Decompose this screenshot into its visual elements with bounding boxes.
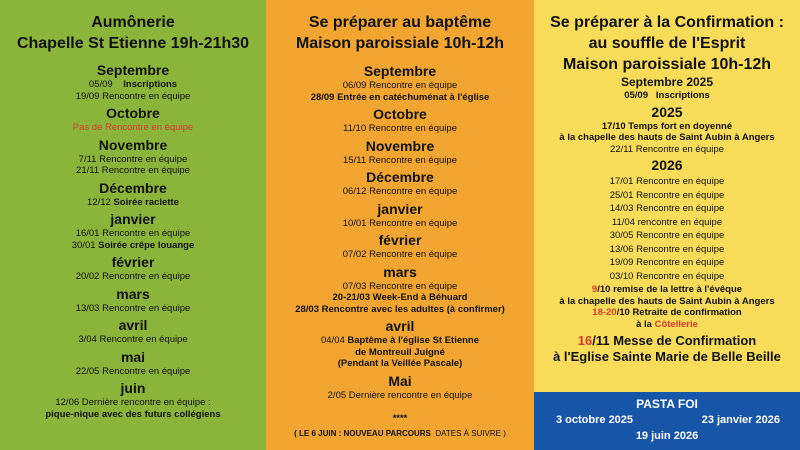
month-heading: mars <box>116 285 150 302</box>
event-line: 30/05 Rencontre en équipe <box>609 230 725 241</box>
month-heading: janvier <box>110 211 156 227</box>
month-heading: mai <box>120 348 146 365</box>
event-line: 17/01 Rencontre en équipe <box>609 176 725 187</box>
month-heading: Septembre <box>363 63 437 79</box>
confirmation-mass: 16/11 Messe de Confirmation <box>577 333 757 348</box>
month-heading: mars <box>383 263 417 280</box>
event-line: pique-nique avec des futurs collégiens <box>45 408 221 420</box>
event-line: 06/09 Rencontre en équipe <box>342 80 458 91</box>
event-line: 18-20/10 Retraite de confirmation <box>592 307 742 318</box>
event-line: 9/10 remise de la lettre à l'évêque <box>591 284 743 295</box>
bapteme-location: Maison paroissiale 10h-12h <box>295 35 505 52</box>
month-heading: Septembre 2025 <box>620 75 714 89</box>
pasta-foi-date: 23 janvier 2026 <box>701 414 780 426</box>
month-heading: Novembre <box>365 137 435 154</box>
event-line: 05/09 Inscriptions <box>88 79 178 90</box>
event-line: 03/10 Rencontre en équipe <box>609 270 725 282</box>
event-line: de Montreuil Juigné <box>355 346 445 358</box>
aumonerie-location: Chapelle St Etienne 19h-21h30 <box>16 35 250 52</box>
event-line: 12/12 Soirée raclette <box>87 196 179 208</box>
event-line: 17/10 Temps fort en doyenné <box>601 120 733 132</box>
event-line: à la chapelle des hauts de Saint Aubin à Angers <box>559 295 775 307</box>
event-line: à la Côtellerie <box>636 318 698 330</box>
event-line: 10/01 Rencontre en équipe <box>342 217 458 229</box>
bapteme-column <box>266 0 534 450</box>
year-heading: 2026 <box>651 157 683 173</box>
event-line: 07/03 Rencontre en équipe <box>342 280 458 292</box>
event-line: 22/11 Rencontre en équipe <box>610 143 724 155</box>
event-line: 19/09 Rencontre en équipe <box>75 90 191 102</box>
event-line: 25/01 Rencontre en équipe <box>609 189 725 201</box>
event-line: Pas de Rencontre en équipe <box>72 122 194 133</box>
event-line: 30/01 Soirée crêpe louange <box>71 239 195 251</box>
month-heading: février <box>111 254 155 270</box>
confirmation-mass-location: à l'Eglise Sainte Marie de Belle Beille <box>553 349 781 364</box>
pasta-foi-date: 3 octobre 2025 <box>556 414 634 426</box>
confirmation-title: Se préparer à la Confirmation : <box>550 14 784 31</box>
footnote: ( LE 6 JUIN : NOUVEAU PARCOURS DATES À SUIVRE ) <box>294 428 506 438</box>
event-line: 28/09 Entrée en catéchuménat à l'église <box>310 91 490 103</box>
event-line: 7/11 Rencontre en équipe <box>78 153 188 165</box>
month-heading: Novembre <box>98 136 168 153</box>
bapteme-title: Se préparer au baptême <box>308 14 492 31</box>
event-line: 13/06 Rencontre en équipe <box>609 243 725 255</box>
month-heading: janvier <box>377 200 423 217</box>
event-line: 22/05 Rencontre en équipe <box>75 365 191 377</box>
pasta-foi-box <box>534 392 800 450</box>
confirmation-location: Maison paroissiale 10h-12h <box>562 56 772 73</box>
event-line: 16/01 Rencontre en équipe <box>75 228 191 239</box>
event-line: 3/04 Rencontre en équipe <box>78 334 188 345</box>
pasta-foi-title: PASTA FOI <box>636 397 698 411</box>
event-line: 07/02 Rencontre en équipe <box>342 249 458 260</box>
month-heading: juin <box>120 380 146 396</box>
confirmation-column <box>534 0 800 450</box>
event-line: 21/11 Rencontre en équipe <box>76 165 190 176</box>
event-line: 11/04 rencontre en équipe <box>611 216 723 228</box>
aumonerie-column <box>0 0 266 450</box>
event-line: 19/09 Rencontre en équipe <box>609 257 725 268</box>
event-line: 11/10 Rencontre en équipe <box>343 123 457 134</box>
month-heading: Décembre <box>366 169 434 185</box>
month-heading: Décembre <box>99 179 167 196</box>
event-line: (Pendant la Veillée Pascale) <box>337 358 463 369</box>
event-line: 20/02 Rencontre en équipe <box>75 271 191 282</box>
event-line: 14/03 Rencontre en équipe <box>609 203 725 214</box>
year-heading: 2025 <box>651 103 683 120</box>
event-line: 28/03 Rencontre avec les adultes (à confirmer) <box>295 303 505 315</box>
event-line: 04/04 Baptême à l'église St Etienne <box>320 335 480 346</box>
month-heading: février <box>378 232 422 248</box>
month-heading: avril <box>385 318 415 334</box>
stars-separator: **** <box>392 413 408 424</box>
confirmation-subtitle: au souffle de l'Esprit <box>588 35 746 52</box>
aumonerie-title: Aumônerie <box>91 14 175 31</box>
event-line: 13/03 Rencontre en équipe <box>75 302 191 314</box>
event-line: 15/11 Rencontre en équipe <box>343 154 457 166</box>
pasta-foi-date: 19 juin 2026 <box>635 430 699 442</box>
event-line: 20-21/03 Week-End à Béhuard <box>332 292 468 303</box>
month-heading: avril <box>118 317 148 333</box>
event-line: 05/09 Inscriptions <box>624 90 710 101</box>
event-line: à la chapelle des hauts de Saint Aubin à Angers <box>559 132 775 143</box>
month-heading: Octobre <box>106 105 160 121</box>
event-line: 12/06 Dernière rencontre en équipe : <box>55 397 211 408</box>
month-heading: Octobre <box>373 106 427 122</box>
month-heading: Septembre <box>96 62 170 78</box>
event-line: 06/12 Rencontre en équipe <box>342 186 458 197</box>
month-heading: Mai <box>388 372 412 389</box>
event-line: 2/05 Dernière rencontre en équipe <box>327 389 473 401</box>
